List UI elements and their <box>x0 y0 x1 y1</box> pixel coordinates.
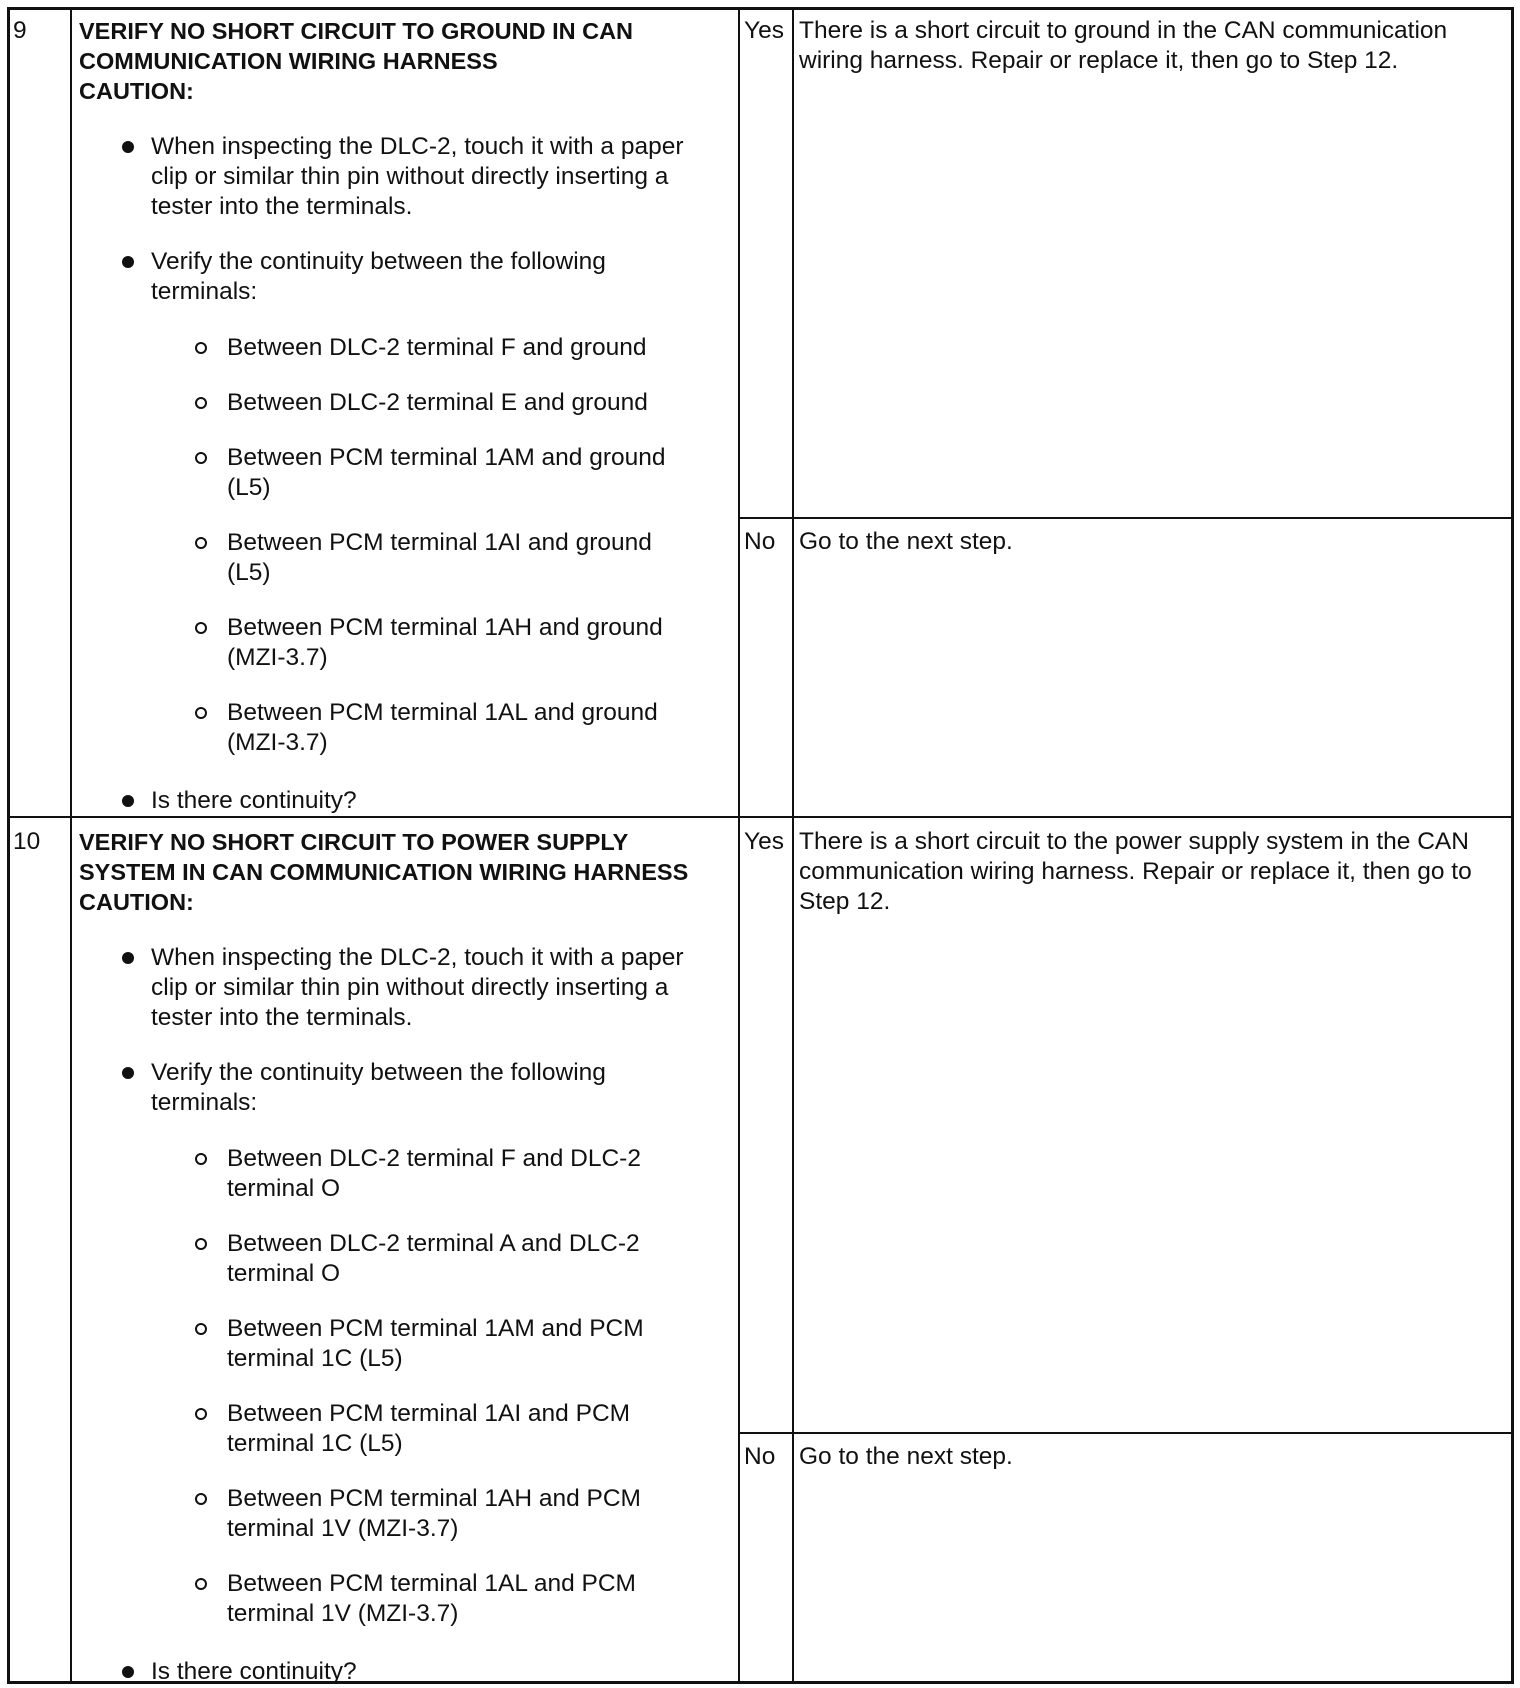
terminal-item: Between PCM terminal 1AM and PCM terminal 1C (L5) <box>227 1315 644 1372</box>
terminal-item: Between PCM terminal 1AI and PCM terminal 1C (L5) <box>227 1400 631 1457</box>
row-divider <box>739 517 1514 519</box>
step-title <box>79 827 688 917</box>
step-number: 9 <box>13 17 27 44</box>
circle-bullet-icon <box>195 1493 207 1505</box>
circle-bullet-icon <box>195 1153 207 1165</box>
terminal-item: Between DLC-2 terminal A and DLC-2 terminal O <box>227 1230 640 1287</box>
column-divider <box>70 7 72 1684</box>
step-number: 10 <box>13 828 41 855</box>
circle-bullet-icon <box>195 537 207 549</box>
caution-bullet-text: Verify the continuity between the following terminals: <box>151 248 606 305</box>
bullet-icon <box>122 1067 134 1079</box>
circle-bullet-icon <box>195 1578 207 1590</box>
terminal-item: Between DLC-2 terminal F and DLC-2 terminal O <box>227 1145 641 1202</box>
caution-bullet-text: When inspecting the DLC-2, touch it with a paper clip or similar thin pin without directly inserting a tester into the terminals. <box>151 944 684 1031</box>
terminal-item: Between DLC-2 terminal F and ground <box>227 334 647 361</box>
question-text: Is there continuity? <box>151 1658 357 1685</box>
no-label: No <box>744 528 776 555</box>
bullet-icon <box>122 795 134 807</box>
step-title-line: VERIFY NO SHORT CIRCUIT TO GROUND IN CAN <box>79 18 634 44</box>
terminal-item: Between PCM terminal 1AH and PCM terminal 1V (MZI-3.7) <box>227 1485 641 1542</box>
no-action-text: Go to the next step. <box>799 1443 1013 1470</box>
yes-label: Yes <box>744 828 784 855</box>
circle-bullet-icon <box>195 707 207 719</box>
bullet-icon <box>122 952 134 964</box>
circle-bullet-icon <box>195 1238 207 1250</box>
caution-label: CAUTION: <box>79 78 194 104</box>
yes-action-text: There is a short circuit to ground in the CAN communication wiring harness. Repair or replace it, then go to Step 12. <box>799 17 1448 74</box>
circle-bullet-icon <box>195 342 207 354</box>
question-text: Is there continuity? <box>151 787 357 814</box>
bullet-icon <box>122 1666 134 1678</box>
circle-bullet-icon <box>195 622 207 634</box>
circle-bullet-icon <box>195 1323 207 1335</box>
no-label: No <box>744 1443 776 1470</box>
row-divider <box>7 816 1514 818</box>
terminal-item: Between DLC-2 terminal E and ground <box>227 389 648 416</box>
circle-bullet-icon <box>195 1408 207 1420</box>
caution-bullet-text: When inspecting the DLC-2, touch it with a paper clip or similar thin pin without directly inserting a tester into the terminals. <box>151 133 684 220</box>
step-title-line: VERIFY NO SHORT CIRCUIT TO POWER SUPPLY <box>79 829 629 855</box>
troubleshooting-table <box>7 7 1514 1684</box>
circle-bullet-icon <box>195 452 207 464</box>
terminal-item: Between PCM terminal 1AL and PCM terminal 1V (MZI-3.7) <box>227 1570 636 1627</box>
terminal-item: Between PCM terminal 1AL and ground (MZI-3.7) <box>227 699 658 756</box>
terminal-item: Between PCM terminal 1AM and ground (L5) <box>227 444 666 501</box>
step-title-line: SYSTEM IN CAN COMMUNICATION WIRING HARNESS <box>79 859 689 885</box>
yes-action-text: There is a short circuit to the power supply system in the CAN communication wiring harness. Repair or replace it, then go to Step 12. <box>799 828 1472 915</box>
bullet-icon <box>122 256 134 268</box>
step-title-line: COMMUNICATION WIRING HARNESS <box>79 48 498 74</box>
caution-bullet-text: Verify the continuity between the following terminals: <box>151 1059 606 1116</box>
circle-bullet-icon <box>195 397 207 409</box>
terminal-item: Between PCM terminal 1AH and ground (MZI-3.7) <box>227 614 663 671</box>
no-action-text: Go to the next step. <box>799 528 1013 555</box>
row-divider <box>739 1432 1514 1434</box>
bullet-icon <box>122 141 134 153</box>
step-title <box>79 16 633 106</box>
yes-label: Yes <box>744 17 784 44</box>
caution-label: CAUTION: <box>79 889 194 915</box>
terminal-item: Between PCM terminal 1AI and ground (L5) <box>227 529 652 586</box>
